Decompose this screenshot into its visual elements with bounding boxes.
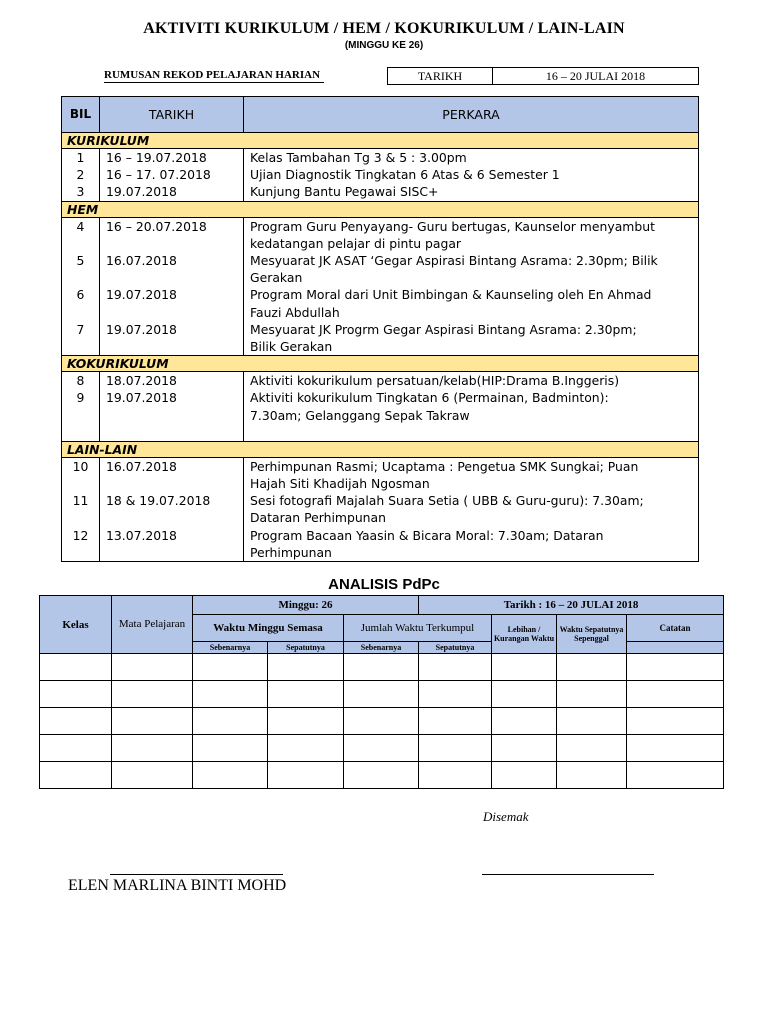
- row-bil: 11: [62, 492, 100, 526]
- analisis-cell[interactable]: [268, 708, 344, 735]
- row-perkara: [244, 321, 699, 356]
- row-tarikh: 19.07.2018: [100, 183, 244, 201]
- row-perkara: [244, 492, 699, 526]
- analisis-cell[interactable]: [40, 654, 112, 681]
- analisis-cell[interactable]: [268, 654, 344, 681]
- signatory-name: ELEN MARLINA BINTI MOHD: [68, 877, 287, 894]
- analisis-cell[interactable]: [492, 762, 557, 789]
- header-sepatutnya-1: Sepatutnya: [268, 642, 344, 654]
- header-waktu-sepenggal: Waktu Sepatutnya Sepenggal: [557, 615, 627, 654]
- section-label: LAIN-LAIN: [62, 441, 699, 457]
- perkara-line: Kelas Tambahan Tg 3 & 5 : 3.00pm: [250, 150, 467, 165]
- analisis-cell[interactable]: [40, 681, 112, 708]
- row-tarikh: 18 & 19.07.2018: [100, 492, 244, 526]
- header-mata-pelajaran: Mata Pelajaran: [112, 596, 193, 654]
- perkara-line: 7.30am; Gelanggang Sepak Takraw: [250, 407, 470, 423]
- row-bil: 7: [62, 321, 100, 356]
- header-sebenarnya-1: Sebenarnya: [193, 642, 268, 654]
- analisis-cell[interactable]: [419, 654, 492, 681]
- perkara-line: Aktiviti kokurikulum persatuan/kelab(HIP:Drama B.Inggeris): [250, 373, 620, 389]
- row-tarikh: 16.07.2018: [100, 252, 244, 286]
- analisis-cell[interactable]: [268, 735, 344, 762]
- rumusan-heading: RUMUSAN REKOD PELAJARAN HARIAN: [104, 68, 324, 83]
- signature-line-right: [482, 874, 654, 875]
- analisis-row: [40, 762, 724, 789]
- perkara-line: Mesyuarat JK Progrm Gegar Aspirasi Bintang Asrama: 2.30pm;: [250, 321, 637, 337]
- analisis-cell[interactable]: [112, 735, 193, 762]
- analisis-cell[interactable]: [344, 681, 419, 708]
- analisis-cell[interactable]: [344, 654, 419, 681]
- analisis-cell[interactable]: [557, 654, 627, 681]
- page-title: AKTIVITI KURIKULUM / HEM / KOKURIKULUM / LAIN-LAIN: [143, 20, 625, 37]
- analisis-cell[interactable]: [112, 654, 193, 681]
- row-bil: 3: [62, 183, 100, 201]
- analisis-cell[interactable]: [193, 735, 268, 762]
- analisis-body: [40, 654, 724, 789]
- header-bil: [62, 97, 100, 133]
- analisis-cell[interactable]: [557, 708, 627, 735]
- table-row: [62, 321, 699, 356]
- row-bil: 2: [62, 166, 100, 183]
- perkara-line: kedatangan pelajar di pintu pagar: [250, 235, 462, 251]
- perkara-line: Dataran Perhimpunan: [250, 510, 386, 526]
- table-row: [62, 389, 699, 423]
- row-tarikh: 19.07.2018: [100, 389, 244, 423]
- table-row: [62, 372, 699, 390]
- row-bil: 6: [62, 286, 100, 320]
- week-subtitle: (MINGGU KE 26): [344, 40, 424, 51]
- table-row: [62, 149, 699, 167]
- row-tarikh: 19.07.2018: [100, 321, 244, 356]
- analisis-cell[interactable]: [627, 762, 724, 789]
- row-bil: 1: [62, 149, 100, 167]
- blank-cell: [62, 424, 100, 442]
- analisis-cell[interactable]: [492, 708, 557, 735]
- perkara-line: Gerakan: [250, 270, 303, 286]
- analisis-cell[interactable]: [492, 735, 557, 762]
- analisis-cell[interactable]: [492, 681, 557, 708]
- perkara-line: Hajah Siti Khadijah Ngosman: [250, 476, 430, 492]
- analisis-cell[interactable]: [344, 735, 419, 762]
- analisis-cell[interactable]: [112, 708, 193, 735]
- analisis-row: [40, 654, 724, 681]
- perkara-line: Perhimpunan Rasmi; Ucaptama : Pengetua SMK Sungkai; Puan: [250, 458, 639, 474]
- analisis-cell[interactable]: [627, 708, 724, 735]
- section-header: [62, 441, 699, 457]
- row-tarikh: 16.07.2018: [100, 457, 244, 492]
- analisis-cell[interactable]: [627, 654, 724, 681]
- analisis-cell[interactable]: [40, 708, 112, 735]
- table-row: [62, 286, 699, 320]
- signature-line-left: [110, 874, 283, 875]
- analisis-cell[interactable]: [557, 762, 627, 789]
- perkara-line: Kunjung Bantu Pegawai SISC+: [250, 184, 439, 200]
- analisis-cell[interactable]: [344, 762, 419, 789]
- row-perkara: [244, 166, 699, 183]
- row-tarikh: 16 – 19.07.2018: [100, 149, 244, 167]
- row-perkara: [244, 457, 699, 492]
- row-perkara: [244, 286, 699, 320]
- analisis-cell[interactable]: [344, 708, 419, 735]
- disemak-label: Disemak: [483, 809, 529, 824]
- perkara-line: Aktiviti kokurikulum Tingkatan 6 (Permainan, Badminton):: [250, 390, 609, 406]
- section-label: KURIKULUM: [62, 133, 699, 149]
- analisis-table: [39, 595, 724, 789]
- header-catatan: Catatan: [627, 615, 724, 642]
- row-bil: 12: [62, 527, 100, 562]
- header-sebenarnya-2: Sebenarnya: [344, 642, 419, 654]
- analisis-cell[interactable]: [40, 762, 112, 789]
- row-tarikh: 19.07.2018: [100, 286, 244, 320]
- perkara-line: Mesyuarat JK ASAT ‘Gegar Aspirasi Bintang Asrama: 2.30pm; Bilik: [250, 252, 658, 268]
- date-box: [387, 67, 699, 85]
- analisis-cell[interactable]: [627, 735, 724, 762]
- analisis-cell[interactable]: [627, 681, 724, 708]
- row-tarikh: 16 – 20.07.2018: [100, 217, 244, 252]
- activity-table: [61, 96, 699, 562]
- analisis-cell[interactable]: [268, 681, 344, 708]
- analisis-row: [40, 681, 724, 708]
- analisis-row: [40, 735, 724, 762]
- table-row: [62, 252, 699, 286]
- row-tarikh: 18.07.2018: [100, 372, 244, 390]
- analisis-cell[interactable]: [193, 654, 268, 681]
- table-row: [62, 492, 699, 526]
- analisis-cell[interactable]: [419, 735, 492, 762]
- row-bil: 4: [62, 217, 100, 252]
- table-row: [62, 183, 699, 201]
- row-bil: 10: [62, 457, 100, 492]
- blank-cell: [244, 424, 699, 442]
- analisis-cell[interactable]: [419, 762, 492, 789]
- row-perkara: [244, 527, 699, 562]
- activity-table-body: [62, 133, 699, 562]
- table-row: [62, 527, 699, 562]
- analisis-title: ANALISIS PdPc: [328, 576, 440, 593]
- header-lebihan: Lebihan / Kurangan Waktu: [492, 615, 557, 654]
- row-perkara: [244, 252, 699, 286]
- blank-row: [62, 424, 699, 442]
- header-jumlah-waktu: Jumlah Waktu Terkumpul: [344, 615, 492, 642]
- perkara-line: Sesi fotografi Majalah Suara Setia ( UBB & Guru-guru): 7.30am;: [250, 493, 644, 509]
- perkara-line: Program Guru Penyayang- Guru bertugas, Kaunselor menyambut: [250, 218, 655, 234]
- header-tarikh-analisis: Tarikh : 16 – 20 JULAI 2018: [419, 596, 724, 615]
- header-minggu: Minggu: 26: [193, 596, 419, 615]
- row-perkara: [244, 217, 699, 252]
- section-label: HEM: [62, 201, 699, 217]
- analisis-cell[interactable]: [193, 762, 268, 789]
- analisis-cell[interactable]: [557, 681, 627, 708]
- section-label: KOKURIKULUM: [62, 356, 699, 372]
- row-bil: 5: [62, 252, 100, 286]
- perkara-line: Fauzi Abdullah: [250, 304, 340, 320]
- table-row: [62, 457, 699, 492]
- analisis-cell[interactable]: [419, 681, 492, 708]
- table-row: [62, 166, 699, 183]
- analisis-row: [40, 708, 724, 735]
- section-header: [62, 133, 699, 149]
- perkara-line: Ujian Diagnostik Tingkatan 6 Atas & 6 Semester 1: [250, 167, 560, 183]
- row-perkara: [244, 183, 699, 201]
- header-bil-text: BIL: [69, 107, 92, 121]
- analisis-cell[interactable]: [268, 762, 344, 789]
- row-perkara: [244, 149, 699, 167]
- analisis-cell[interactable]: [419, 708, 492, 735]
- row-tarikh: 16 – 17. 07.2018: [100, 166, 244, 183]
- section-header: [62, 356, 699, 372]
- analisis-cell[interactable]: [112, 681, 193, 708]
- row-tarikh: 13.07.2018: [100, 527, 244, 562]
- perkara-line: Program Bacaan Yaasin & Bicara Moral: 7.30am; Dataran: [250, 527, 604, 543]
- analisis-cell[interactable]: [193, 681, 268, 708]
- header-tarikh: TARIKH: [100, 97, 244, 133]
- header-kelas: Kelas: [40, 596, 112, 654]
- header-catatan-sub: [627, 642, 724, 654]
- section-header: [62, 201, 699, 217]
- analisis-cell[interactable]: [193, 708, 268, 735]
- perkara-line: Perhimpunan: [250, 544, 332, 560]
- blank-cell: [100, 424, 244, 442]
- date-value: 16 – 20 JULAI 2018: [545, 68, 646, 83]
- row-perkara: [244, 372, 699, 390]
- analisis-cell[interactable]: [557, 735, 627, 762]
- header-perkara: PERKARA: [244, 97, 699, 133]
- row-bil: 9: [62, 389, 100, 423]
- table-row: [62, 217, 699, 252]
- header-waktu-minggu-semasa: Waktu Minggu Semasa: [193, 615, 344, 642]
- analisis-cell[interactable]: [492, 654, 557, 681]
- perkara-line: Bilik Gerakan: [250, 338, 333, 354]
- perkara-line: Program Moral dari Unit Bimbingan & Kaunseling oleh En Ahmad: [250, 287, 652, 303]
- analisis-cell[interactable]: [112, 762, 193, 789]
- date-label: TARIKH: [388, 68, 493, 84]
- header-sepatutnya-2: Sepatutnya: [419, 642, 492, 654]
- analisis-cell[interactable]: [40, 735, 112, 762]
- row-perkara: [244, 389, 699, 423]
- row-bil: 8: [62, 372, 100, 390]
